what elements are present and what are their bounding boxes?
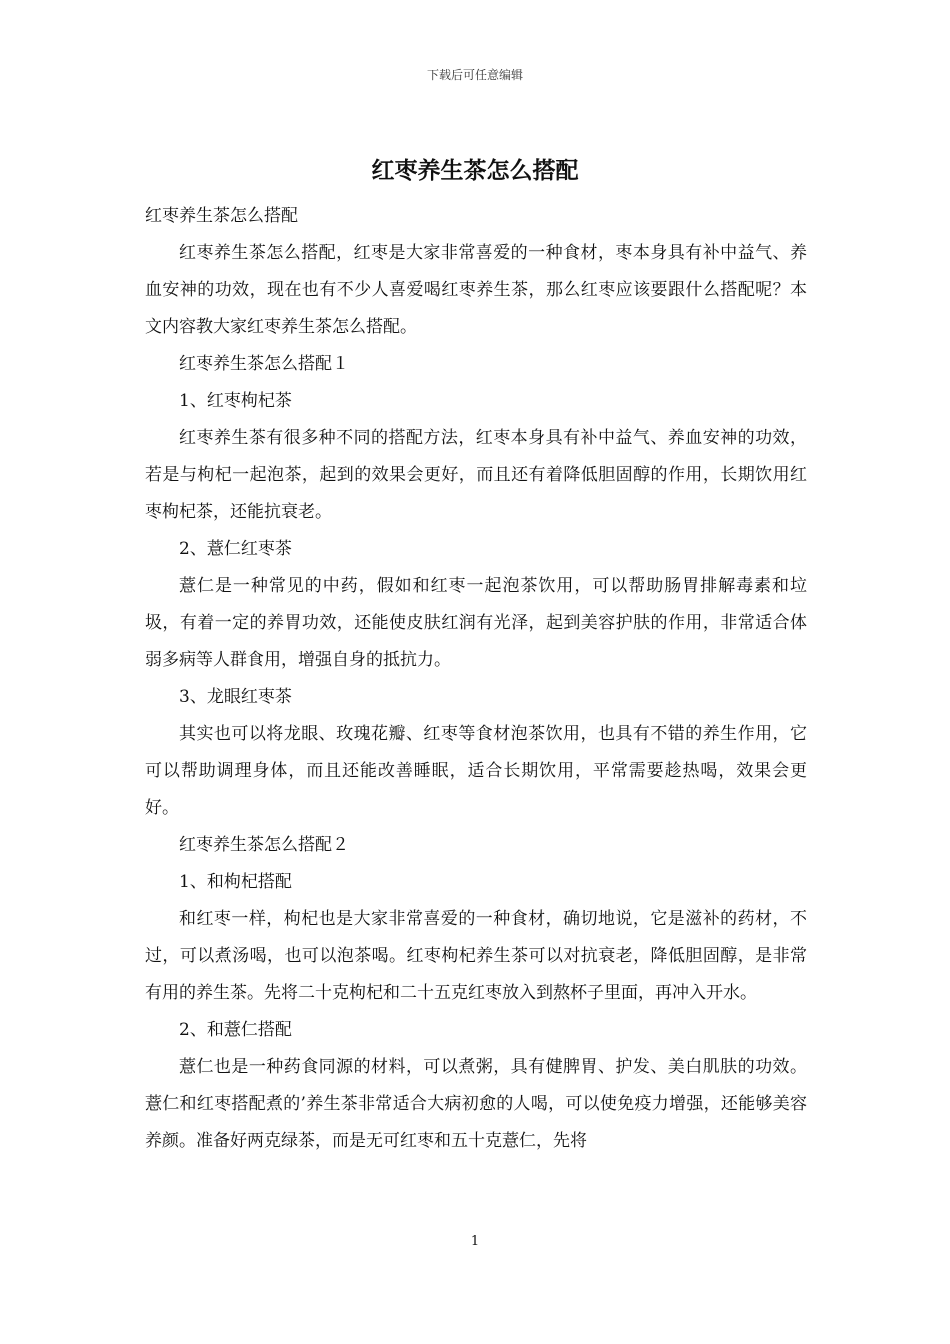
subheading-1-3: 3、龙眼红枣茶 xyxy=(179,687,292,707)
document-title: 红枣养生茶怎么搭配 xyxy=(371,157,579,184)
page-number: 1 xyxy=(470,1234,480,1249)
subheading-2-1: 1、和枸杞搭配 xyxy=(179,872,292,892)
intro-label: 红枣养生茶怎么搭配 xyxy=(145,206,298,226)
subheading-1-1: 1、红枣枸杞茶 xyxy=(179,391,292,411)
intro-paragraph: 红枣养生茶怎么搭配，红枣是大家非常喜爱的一种食材，枣本身具有补中益气、养血安神的功效，现在也有不少人喜爱喝红枣养生茶，那么红枣应该要跟什么搭配呢？本文内容教大家红枣养生茶怎么搭配。 xyxy=(145,243,807,337)
paragraph-1-1: 红枣养生茶有很多种不同的搭配方法，红枣本身具有补中益气、养血安神的功效，若是与枸杞一起泡茶，起到的效果会更好，而且还有着降低胆固醇的作用，长期饮用红枣枸杞茶，还能抗衰老。 xyxy=(145,428,807,522)
paragraph-1-2: 薏仁是一种常见的中药，假如和红枣一起泡茶饮用，可以帮助肠胃排解毒素和垃圾，有着一定的养胃功效，还能使皮肤红润有光泽，起到美容护肤的作用，非常适合体弱多病等人群食用，增强自身的抵抗力。 xyxy=(145,576,807,670)
paragraph-2-1: 和红枣一样，枸杞也是大家非常喜爱的一种食材，确切地说，它是滋补的药材，不过，可以煮汤喝，也可以泡茶喝。红枣枸杞养生茶可以对抗衰老，降低胆固醇，是非常有用的养生茶。先将二十克枸杞和二十五克红枣放入到熬杯子里面，再冲入开水。 xyxy=(145,909,807,1003)
subheading-2-2: 2、和薏仁搭配 xyxy=(179,1020,292,1040)
paragraph-2-2: 薏仁也是一种药食同源的材料，可以煮粥，具有健脾胃、护发、美白肌肤的功效。薏仁和红枣搭配煮的’养生茶非常适合大病初愈的人喝，可以使免疫力增强，还能够美容养颜。准备好两克绿茶，而是无可红枣和五十克薏仁，先将 xyxy=(145,1057,807,1151)
section-heading-1: 红枣养生茶怎么搭配１ xyxy=(179,354,349,374)
document-body xyxy=(145,198,807,1160)
subheading-1-2: 2、薏仁红枣茶 xyxy=(179,539,292,559)
header-note: 下载后可任意编辑 xyxy=(426,68,523,82)
section-heading-2: 红枣养生茶怎么搭配２ xyxy=(179,835,349,855)
paragraph-1-3: 其实也可以将龙眼、玫瑰花瓣、红枣等食材泡茶饮用，也具有不错的养生作用，它可以帮助调理身体，而且还能改善睡眠，适合长期饮用，平常需要趁热喝，效果会更好。 xyxy=(145,724,807,818)
